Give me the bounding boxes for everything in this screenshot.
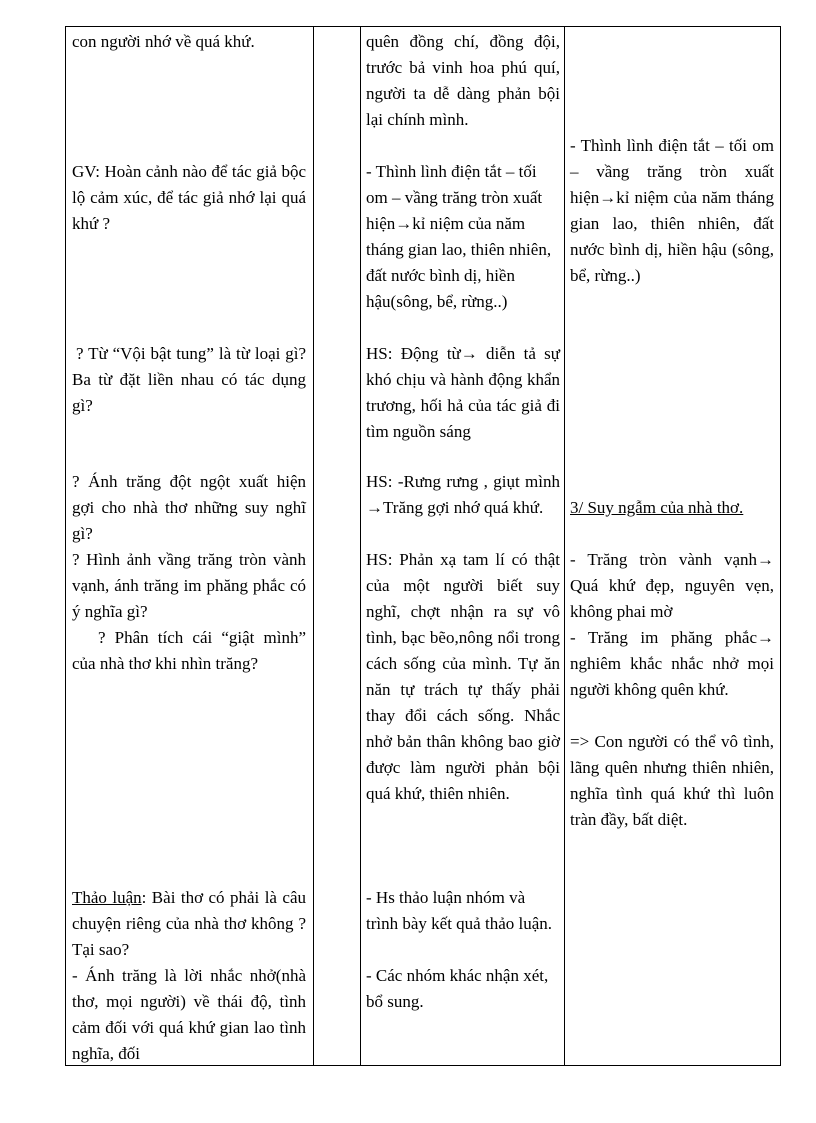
discussion-paragraph	[72, 885, 306, 963]
text-paragraph: - Trăng im phăng phắc→ nghiêm khắc nhắc nhở mọi người không quên khứ.	[570, 628, 774, 699]
text-paragraph: ? Phân tích cái “giật mình” của nhà thơ khi nhìn trăng?	[72, 628, 306, 673]
text-paragraph: ? Từ “Vội bật tung” là từ loại gì? Ba từ đặt liền nhau có tác dụng gì?	[72, 344, 306, 415]
text-paragraph: - Thình lình điện tắt – tối om – vầng trăng tròn xuất hiện→kỉ niệm của năm tháng gian lao, thiên nhiên, đất nước bình dị, hiền hậu (sông, bể, rừng..)	[570, 136, 774, 285]
text-paragraph: con người nhớ về quá khứ.	[72, 32, 255, 51]
text-paragraph: - Hs thảo luận nhóm và trình bày kết quả thảo luận.	[366, 888, 553, 933]
text-paragraph: GV: Hoàn cảnh nào để tác giả bộc lộ cảm xúc, để tác giả nhớ lại quá khứ ?	[72, 162, 306, 233]
column-divider	[313, 27, 314, 1065]
column-divider	[564, 27, 565, 1065]
text-paragraph: HS: Động từ→ diễn tả sự khó chịu và hành động khẩn trương, hối hả của tác giả đi tìm nguồn sáng	[366, 344, 560, 441]
text-paragraph: quên đồng chí, đồng đội, trước bả vinh hoa phú quí, người ta dễ dàng phản bội lại chính mình.	[366, 32, 560, 129]
text-paragraph: - Các nhóm khác nhận xét, bổ sung.	[366, 966, 549, 1011]
text-paragraph: ? Ánh trăng đột ngột xuất hiện gợi cho nhà thơ những suy nghĩ gì?	[72, 472, 306, 543]
discussion-label: Thảo luận	[72, 888, 142, 907]
text-paragraph: - Ánh trăng là lời nhắc nhở(nhà thơ, mọi người) về thái độ, tình cảm đối với quá khứ gian lao tình nghĩa, đối	[72, 966, 306, 1063]
text-paragraph: HS: Phản xạ tam lí có thật của một người biết suy nghĩ, chợt nhận ra sự vô tình, bạc bẽo,nông nổi trong cách sống của mình. Tự ăn năn tự trách tự thấy phải thay đổi cách sống. Nhắc nhở bản thân không bao giờ được làm người phản bội quá khứ, thiên nhiên.	[366, 550, 560, 803]
column-divider	[360, 27, 361, 1065]
lesson-table	[65, 26, 781, 1066]
text-paragraph: HS: -Rưng rưng , giụt mình →Trăng gợi nhớ quá khứ.	[366, 472, 560, 517]
text-paragraph: - Thình lình điện tắt – tối om – vầng trăng tròn xuất hiện→kỉ niệm của năm tháng gian lao, thiên nhiên, đất nước bình dị, hiền hậu(sông, bể, rừng..)	[366, 162, 552, 311]
text-paragraph: ? Hình ảnh vầng trăng tròn vành vạnh, ánh trăng im phăng phắc có ý nghĩa gì?	[72, 550, 306, 621]
text-paragraph: => Con người có thể vô tình, lãng quên nhưng thiên nhiên, nghĩa tình quá khứ thì luôn tràn đầy, bất diệt.	[570, 732, 774, 829]
discussion-text: : Bài thơ có phải là câu chuyện riêng của nhà thơ không ? Tại sao?	[72, 888, 306, 959]
section-heading: 3/ Suy ngẫm của nhà thơ.	[570, 498, 744, 517]
text-paragraph: - Trăng tròn vành vạnh→ Quá khứ đẹp, nguyên vẹn, không phai mờ	[570, 550, 774, 621]
